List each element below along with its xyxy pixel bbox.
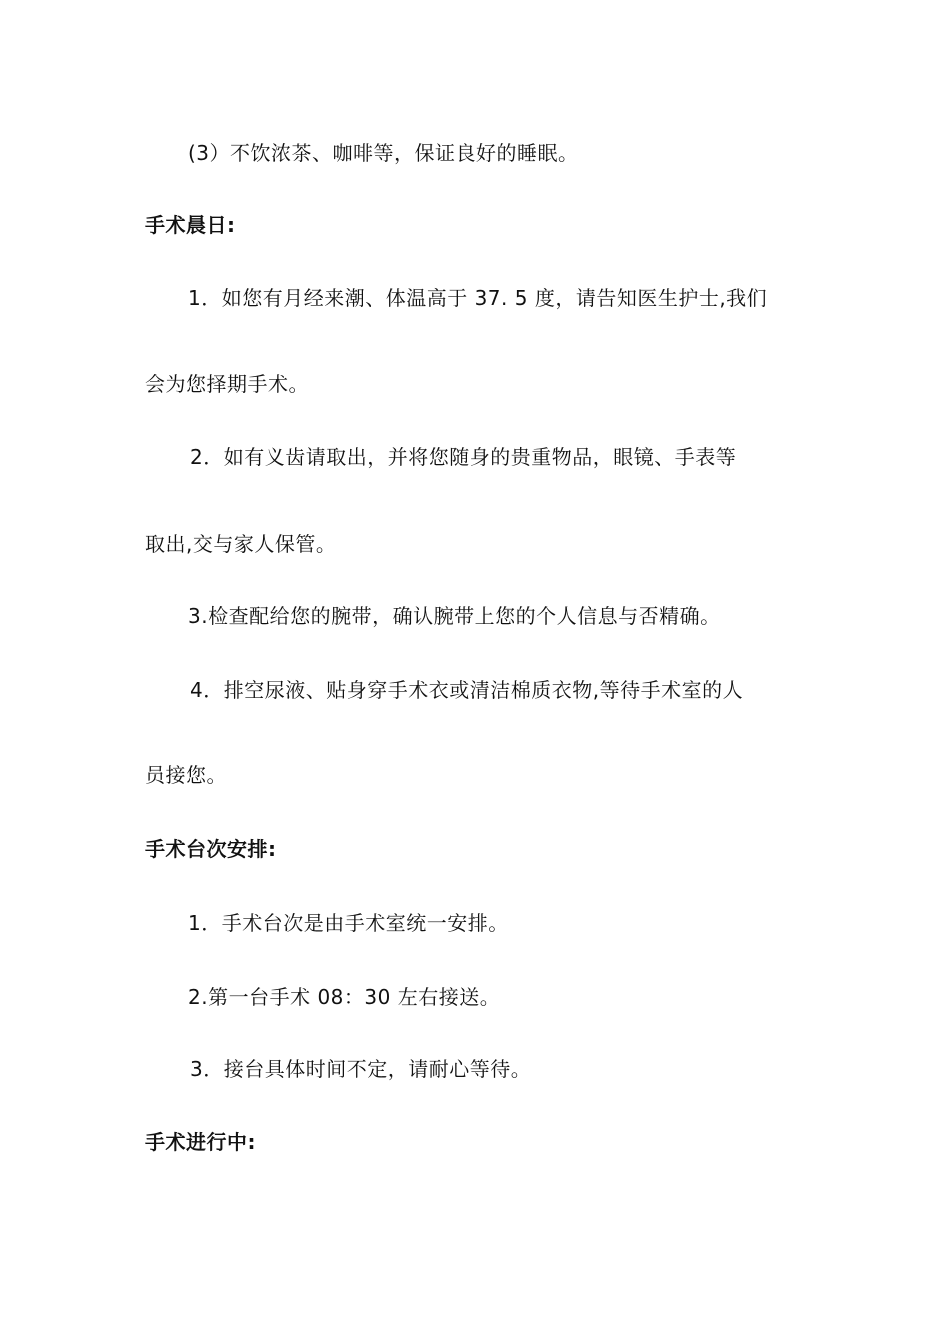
paragraph-wristband: 3.检查配给您的腕带，确认腕带上您的个人信息与否精确。	[188, 604, 721, 628]
paragraph-first-surgery-time: 2.第一台手术 08：30 左右接送。	[188, 985, 501, 1009]
heading-surgery-in-progress: 手术进行中:	[145, 1130, 256, 1154]
paragraph-schedule-arranged: 1．手术台次是由手术室统一安排。	[188, 911, 509, 935]
paragraph-menstruation-fever-line2: 会为您择期手术。	[145, 372, 309, 396]
paragraph-valuables-line2: 取出,交与家人保管。	[145, 532, 337, 556]
heading-surgery-morning: 手术晨日:	[145, 213, 236, 237]
paragraph-gown-line1: 4．排空尿液、贴身穿手术衣或清洁棉质衣物,等待手术室的人	[190, 678, 744, 702]
heading-surgery-schedule: 手术台次安排:	[145, 837, 277, 861]
paragraph-gown-line2: 员接您。	[145, 763, 227, 787]
paragraph-wait-patiently: 3．接台具体时间不定，请耐心等待。	[190, 1057, 532, 1081]
paragraph-valuables-line1: 2．如有义齿请取出，并将您随身的贵重物品，眼镜、手表等	[190, 445, 737, 469]
paragraph-menstruation-fever-line1: 1．如您有月经来潮、体温高于 37. 5 度，请告知医生护士,我们	[188, 286, 768, 310]
paragraph-sleep-advice: (3）不饮浓茶、咖啡等，保证良好的睡眠。	[188, 141, 579, 165]
